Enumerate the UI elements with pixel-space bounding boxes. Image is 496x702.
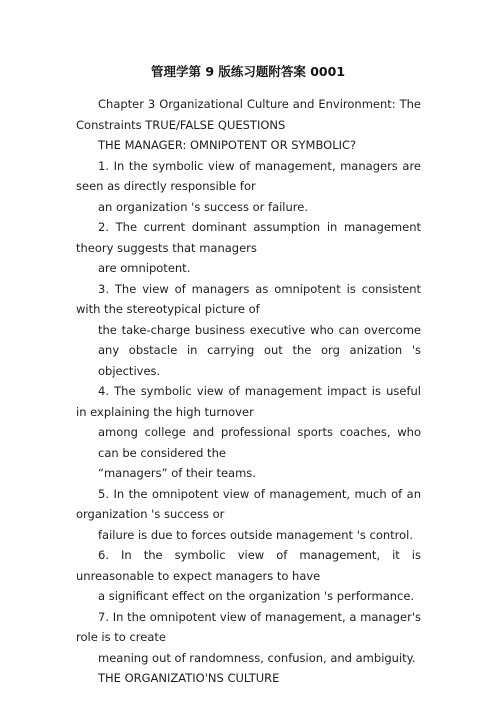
question-3 <box>76 279 421 382</box>
question-2 <box>76 217 421 279</box>
text-line: 5. In the omnipotent view of management, much of an organization 's success or <box>76 486 421 521</box>
text-line: failure is due to forces outside management 's control. <box>98 527 414 542</box>
text-line: 1. In the symbolic view of management, managers are seen as directly responsible for <box>76 158 421 193</box>
question-7 <box>76 607 421 669</box>
text-line: “managers” of their teams. <box>98 466 256 480</box>
text-line: the take-charge business executive who can overcome any obstacle in carrying out the org anization 's objectives. <box>98 322 421 378</box>
question-1 <box>76 156 421 218</box>
text-line: meaning out of randomness, confusion, and ambiguity. <box>98 650 416 665</box>
paragraph-section-heading-culture <box>76 668 421 689</box>
document-title: 管理学第 9 版练习题附答案 0001 <box>150 64 346 79</box>
question-5 <box>76 484 421 546</box>
text-line: Chapter 3 Organizational Culture and Environment: The Constraints TRUE/FALSE QUESTIONS <box>76 97 421 132</box>
text-line: 3. The view of managers as omnipotent is consistent with the stereotypical picture of <box>76 281 421 316</box>
text-line: THE MANAGER: OMNIPOTENT OR SYMBOLIC? <box>98 138 357 152</box>
text-line: among college and professional sports coaches, who can be considered the <box>98 425 421 460</box>
paragraph-chapter-heading <box>76 94 421 135</box>
paragraph-section-heading <box>76 135 421 156</box>
text-line: 7. In the omnipotent view of management, a manager's role is to create <box>76 609 421 644</box>
text-line: 6. In the symbolic view of management, it is unreasonable to expect managers to have <box>76 548 421 583</box>
text-line: a significant effect on the organization 's performance. <box>98 589 415 603</box>
question-6 <box>76 545 421 607</box>
question-4 <box>76 381 421 484</box>
text-line: 4. The symbolic view of management impact is useful in explaining the high turnover <box>76 384 421 419</box>
document-body <box>76 94 421 689</box>
text-line: an organization 's success or failure. <box>98 199 308 214</box>
text-line: THE ORGANIZATIO'NS CULTURE <box>98 671 280 685</box>
text-line: are omnipotent. <box>98 261 191 275</box>
text-line: 2. The current dominant assumption in management theory suggests that managers <box>76 220 421 255</box>
